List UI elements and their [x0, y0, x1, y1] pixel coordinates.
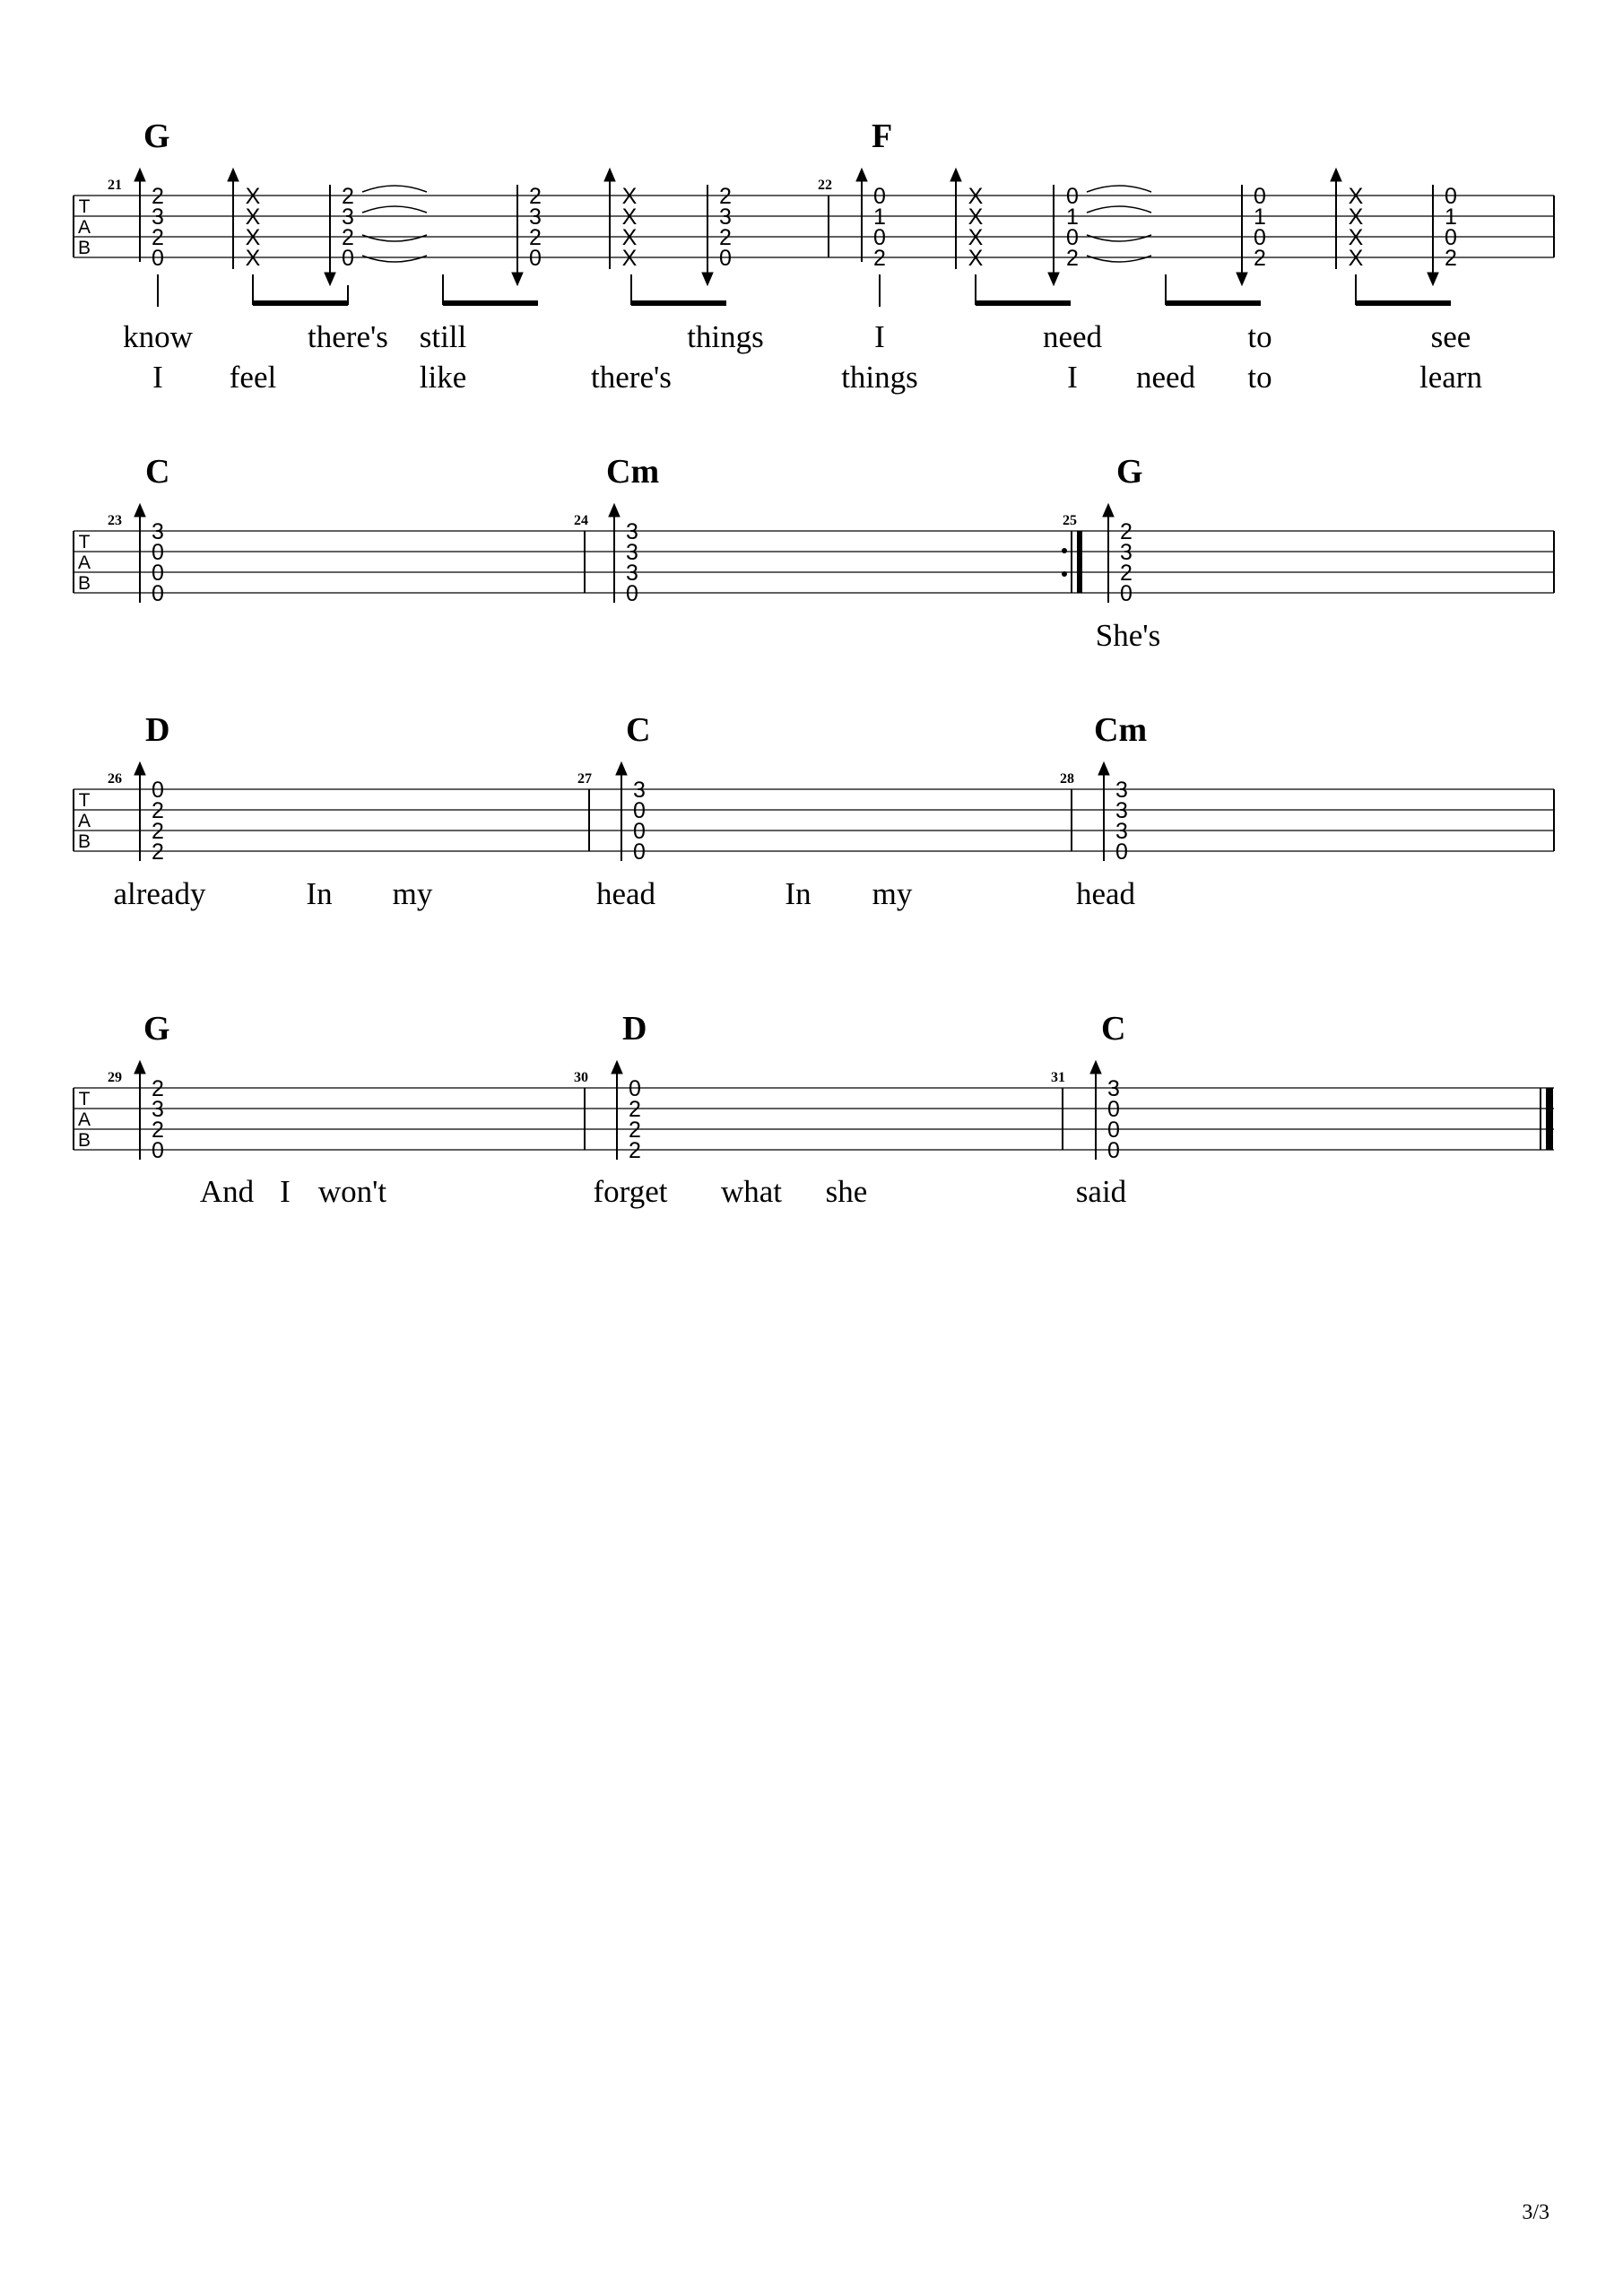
fret-number: X	[245, 225, 261, 250]
fret-number: 2	[152, 819, 164, 844]
fret-number: 2	[873, 246, 886, 271]
strum-up-arrow	[1331, 169, 1341, 269]
tab-clef-letter: T	[78, 1089, 91, 1109]
fret-number: 2	[1445, 246, 1457, 271]
lyric-syllable: need	[1135, 360, 1196, 395]
lyric-syllable: head	[595, 876, 656, 911]
lyric-syllable: I	[1067, 360, 1078, 395]
measure-number: 22	[818, 178, 832, 193]
fret-number: X	[1348, 184, 1364, 209]
fret-number: 2	[629, 1118, 641, 1143]
fret-number: 3	[1107, 1076, 1120, 1101]
tab-clef-letter: B	[77, 573, 91, 594]
chord-symbol: Cm	[1094, 711, 1148, 749]
tie-arcs	[1087, 186, 1151, 262]
fret-number: X	[621, 184, 638, 209]
fret-number: X	[621, 246, 638, 271]
fret-number: 1	[1445, 204, 1457, 230]
lyric-syllable: things	[841, 360, 918, 395]
fret-number: 0	[873, 225, 886, 250]
strum-up-arrow	[616, 762, 627, 861]
lyrics-line-1	[123, 319, 1471, 354]
strum-up-arrow	[135, 169, 145, 262]
fret-number: X	[245, 246, 261, 271]
lyric-syllable: still	[419, 319, 467, 354]
lyric-syllable: need	[1042, 319, 1103, 354]
tab-clef-letter: T	[78, 532, 91, 552]
lyric-syllable: there's	[591, 360, 672, 395]
fret-number: X	[621, 225, 638, 250]
strum-up-arrow	[612, 1061, 622, 1160]
fret-column	[1066, 184, 1079, 271]
fret-number: 0	[529, 246, 542, 271]
tie-arcs	[362, 186, 427, 262]
tab-system-2	[74, 453, 1554, 653]
measure-number: 23	[108, 513, 122, 528]
strum-up-arrow	[1098, 762, 1109, 861]
fret-number: 2	[152, 798, 164, 823]
tab-system-4	[74, 1010, 1554, 1209]
measure-number: 24	[574, 513, 588, 528]
chord-symbol: F	[872, 117, 893, 155]
strum-up-arrow	[856, 169, 867, 262]
strum-up-arrow	[1090, 1061, 1101, 1160]
fret-number: X	[968, 225, 984, 250]
lyric-syllable: won't	[317, 1174, 387, 1209]
fret-column	[1254, 184, 1266, 271]
chord-symbol: G	[143, 117, 170, 155]
beam	[631, 274, 726, 306]
chord-symbol: D	[622, 1010, 647, 1048]
chord-symbol: G	[143, 1010, 170, 1048]
lyrics-line	[114, 876, 1136, 911]
tab-clef-letter: T	[78, 790, 91, 811]
beam	[443, 274, 538, 306]
fret-column-muted	[968, 184, 984, 271]
barlines	[74, 531, 1554, 593]
fret-number: X	[245, 184, 261, 209]
measure-number: 29	[108, 1070, 122, 1085]
fret-number: 0	[1254, 184, 1266, 209]
fret-column-muted	[246, 184, 261, 271]
chord-symbol: C	[1101, 1010, 1126, 1048]
fret-number: 0	[1445, 184, 1457, 209]
tab-clef-a: A	[77, 217, 91, 238]
barlines	[74, 1088, 1063, 1150]
lyric-syllable: said	[1075, 1174, 1127, 1209]
tab-clef-letter: A	[77, 811, 91, 831]
lyric-syllable: I	[280, 1174, 291, 1209]
strum-down-arrow	[1237, 185, 1247, 285]
fret-number: 0	[1107, 1138, 1120, 1163]
lyric-syllable: know	[123, 319, 193, 354]
staff-lines	[74, 789, 1554, 851]
measure-number: 28	[1060, 771, 1074, 787]
fret-number: 0	[633, 798, 646, 823]
fret-number: 2	[152, 225, 164, 250]
fret-number: 0	[152, 778, 164, 803]
tab-clef-t: T	[78, 196, 91, 217]
fret-number: 2	[1254, 246, 1266, 271]
fret-number: 0	[1115, 839, 1128, 865]
lyric-syllable: forget	[593, 1174, 668, 1209]
fret-number: 1	[1254, 204, 1266, 230]
chord-symbol: G	[1116, 453, 1143, 491]
fret-number: X	[1348, 246, 1364, 271]
fret-number: 0	[342, 246, 354, 271]
lyric-syllable: learn	[1419, 360, 1482, 395]
fret-number: 3	[1120, 540, 1133, 565]
staff-lines	[74, 196, 1554, 257]
strum-down-arrow	[1428, 185, 1438, 285]
fret-number: 3	[1115, 798, 1128, 823]
lyrics-line	[200, 1174, 1127, 1209]
fret-number: 3	[529, 204, 542, 230]
strum-down-arrow	[1048, 185, 1059, 285]
fret-number: 3	[626, 561, 638, 586]
measure-number: 30	[574, 1070, 588, 1085]
measure-number: 25	[1063, 513, 1077, 528]
measure-number: 21	[108, 178, 122, 193]
lyric-syllable: my	[872, 876, 913, 911]
fret-column	[719, 184, 732, 271]
fret-number: 0	[152, 561, 164, 586]
measure-number: 27	[577, 771, 592, 787]
fret-number: 0	[1254, 225, 1266, 250]
lyric-syllable: see	[1430, 319, 1471, 354]
fret-number: 3	[152, 204, 164, 230]
fret-number: 0	[626, 581, 638, 606]
fret-number: 2	[152, 184, 164, 209]
beam	[253, 274, 348, 306]
fret-number: 0	[152, 540, 164, 565]
beam	[1166, 274, 1261, 306]
strum-up-arrow	[1103, 504, 1114, 603]
fret-number: 2	[342, 225, 354, 250]
fret-number: 0	[1445, 225, 1457, 250]
tab-clef-letter: A	[77, 1109, 91, 1130]
fret-number: 2	[629, 1138, 641, 1163]
strum-up-arrow	[604, 169, 615, 269]
measure-number: 31	[1051, 1070, 1065, 1085]
strum-down-arrow	[512, 185, 523, 285]
lyric-syllable: In	[306, 876, 333, 911]
lyric-syllable: she	[825, 1174, 868, 1209]
fret-number: 0	[719, 246, 732, 271]
fret-number: 0	[1120, 581, 1133, 606]
fret-number: 3	[152, 1097, 164, 1122]
lyric-syllable: my	[392, 876, 433, 911]
chord-symbol: C	[145, 453, 170, 491]
tab-system-3	[74, 711, 1554, 911]
fret-number: 3	[342, 204, 354, 230]
barlines	[74, 196, 1554, 257]
tab-clef-letter: B	[77, 1130, 91, 1151]
staff-lines	[74, 1088, 1554, 1150]
lyric-syllable: already	[113, 876, 206, 911]
fret-number: 0	[873, 184, 886, 209]
lyric-syllable: I	[152, 360, 163, 395]
lyric-syllable: what	[720, 1174, 783, 1209]
strum-up-arrow	[135, 504, 145, 603]
strum-down-arrow	[325, 185, 335, 285]
fret-number: 3	[633, 778, 646, 803]
repeat-end-barline	[1062, 531, 1082, 593]
fret-number: 0	[152, 581, 164, 606]
strum-up-arrow	[228, 169, 239, 269]
fret-number: 2	[342, 184, 354, 209]
lyric-syllable: And	[199, 1174, 255, 1209]
fret-number: 2	[529, 184, 542, 209]
tab-clef	[78, 196, 91, 258]
fret-column-muted	[1349, 184, 1364, 271]
fret-number: 2	[719, 184, 732, 209]
fret-column-muted	[622, 184, 638, 271]
fret-number: X	[245, 204, 261, 230]
fret-column	[342, 184, 354, 271]
fret-number: 2	[1120, 519, 1133, 544]
fret-number: 2	[1066, 246, 1079, 271]
fret-number: 0	[152, 246, 164, 271]
fret-number: X	[968, 204, 984, 230]
beam	[1356, 274, 1451, 306]
lyric-syllable: things	[687, 319, 764, 354]
lyric-syllable: She's	[1095, 618, 1161, 653]
tab-system-1	[74, 117, 1554, 395]
fret-number: 3	[719, 204, 732, 230]
fret-number: 0	[633, 839, 646, 865]
fret-number: 1	[873, 204, 886, 230]
fret-number: 0	[1107, 1118, 1120, 1143]
fret-number: 2	[152, 1076, 164, 1101]
fret-column	[1445, 184, 1457, 271]
fret-number: 3	[626, 519, 638, 544]
measure-number: 26	[108, 771, 122, 787]
fret-number: 3	[152, 519, 164, 544]
fret-number: X	[1348, 204, 1364, 230]
strum-down-arrow	[702, 185, 713, 285]
fret-number: 2	[152, 1118, 164, 1143]
lyric-syllable: feel	[229, 360, 277, 395]
chord-symbol: C	[626, 711, 651, 749]
barlines	[74, 789, 1554, 851]
lyric-syllable: In	[785, 876, 812, 911]
fret-number: 2	[629, 1097, 641, 1122]
fret-number: 2	[719, 225, 732, 250]
strum-up-arrow	[135, 762, 145, 861]
strum-up-arrow	[135, 1061, 145, 1160]
page-number: 3/3	[1522, 2201, 1549, 2224]
fret-number: 3	[1115, 819, 1128, 844]
fret-number: 1	[1066, 204, 1079, 230]
fret-number: 2	[1120, 561, 1133, 586]
lyric-syllable: there's	[308, 319, 388, 354]
fret-number: X	[968, 246, 984, 271]
fret-number: 3	[1115, 778, 1128, 803]
tab-clef-letter: B	[77, 831, 91, 852]
fret-number: 0	[1066, 184, 1079, 209]
fret-number: 0	[1066, 225, 1079, 250]
fret-number: X	[968, 184, 984, 209]
lyrics-line-2	[152, 360, 1482, 395]
fret-number: 2	[529, 225, 542, 250]
fret-number: 2	[152, 839, 164, 865]
fret-number: 0	[629, 1076, 641, 1101]
fret-number: 0	[1107, 1097, 1120, 1122]
lyric-syllable: like	[419, 360, 467, 395]
lyric-syllable: I	[874, 319, 885, 354]
fret-column	[873, 184, 886, 271]
lyric-syllable: head	[1075, 876, 1136, 911]
tab-clef-b: B	[77, 238, 91, 258]
staff-lines	[74, 531, 1554, 593]
fret-number: 0	[633, 819, 646, 844]
final-barline	[1541, 1088, 1553, 1150]
fret-number: X	[1348, 225, 1364, 250]
lyric-syllable: to	[1247, 319, 1272, 354]
fret-column	[529, 184, 542, 271]
strum-up-arrow	[950, 169, 961, 269]
fret-number: 0	[152, 1138, 164, 1163]
fret-number: 3	[626, 540, 638, 565]
lyric-syllable: to	[1247, 360, 1272, 395]
strum-up-arrow	[609, 504, 620, 603]
chord-symbol: D	[145, 711, 170, 749]
fret-column	[152, 184, 164, 271]
chord-symbol: Cm	[606, 453, 660, 491]
tab-clef-letter: A	[77, 552, 91, 573]
fret-number: X	[621, 204, 638, 230]
